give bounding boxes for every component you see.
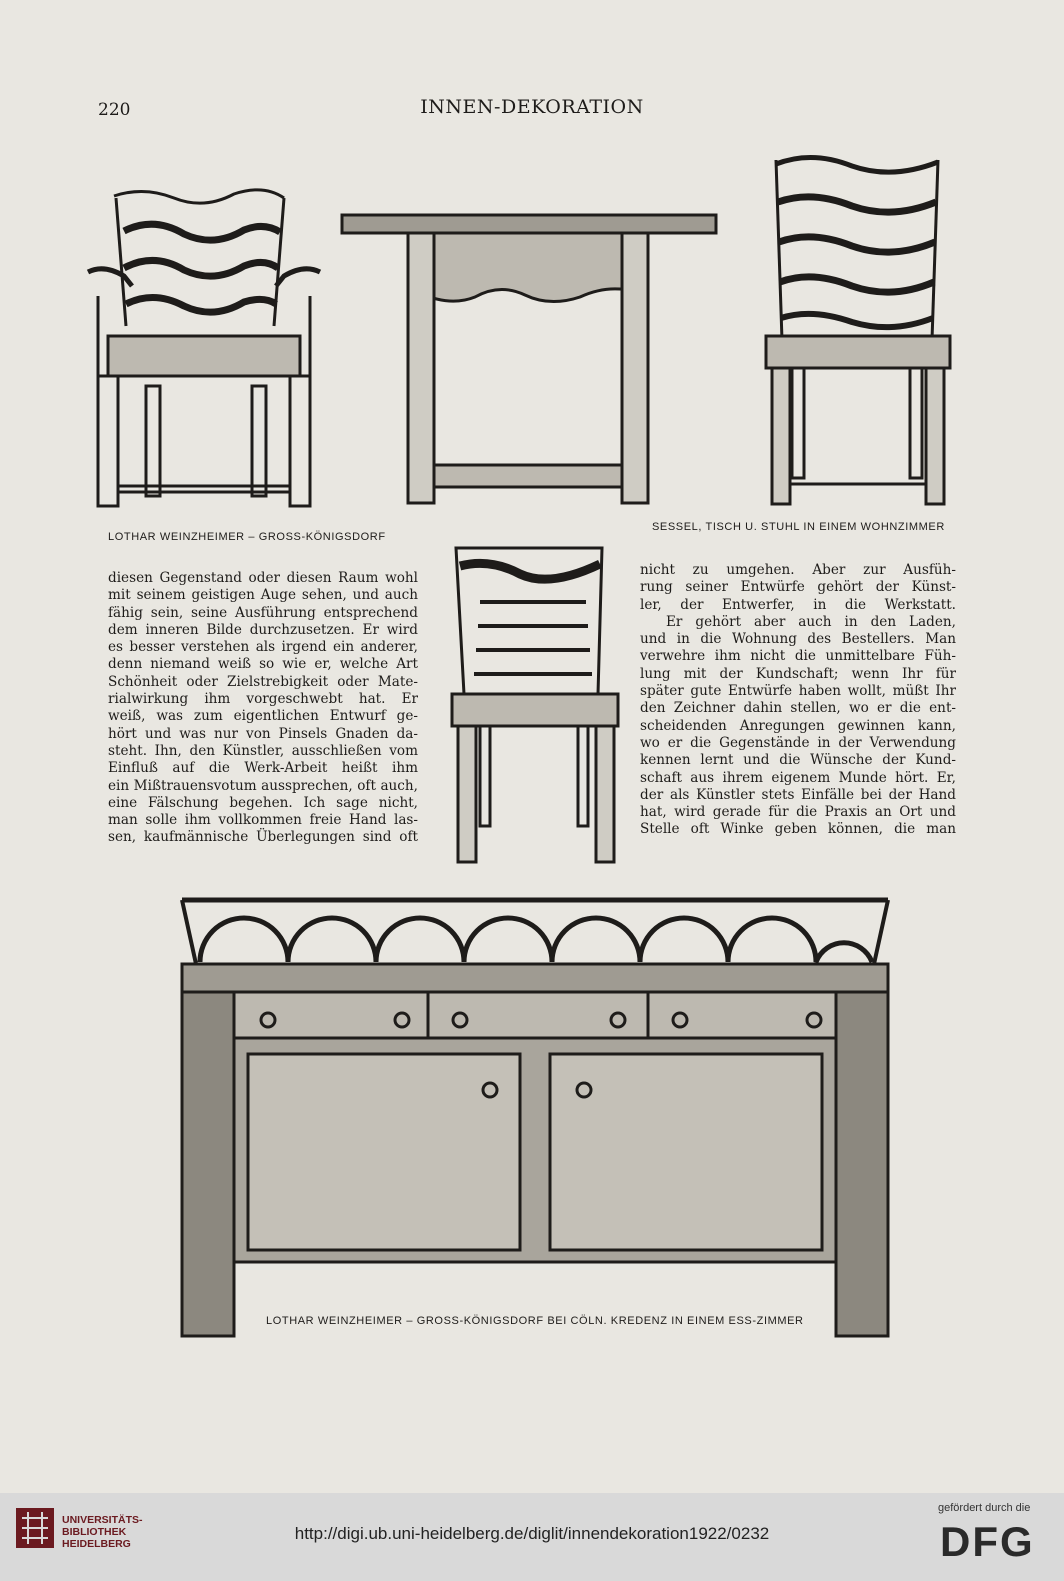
text-line: rialwirkung ihm vorgeschwebt hat. Er <box>108 691 418 708</box>
table-illustration <box>340 213 720 513</box>
page-number: 220 <box>98 100 131 120</box>
funded-by-label: gefördert durch die <box>938 1502 1031 1514</box>
text-line: Einfluß auf die Werk-Arbeit heißt ihm <box>108 760 418 777</box>
text-line: diesen Gegenstand oder diesen Raum wohl <box>108 570 418 586</box>
text-line: mit seinem geistigen Auge sehen, und auch <box>108 587 418 604</box>
text-line: Stelle oft Winke geben können, die man <box>640 821 956 838</box>
caption-top-right: SESSEL, TISCH U. STUHL IN EINEM WOHNZIMMER <box>652 521 945 533</box>
text-line: eine Fälschung begehen. Ich sage nicht, <box>108 794 418 811</box>
text-line: denn niemand weiß so wie er, welche Art <box>108 656 418 673</box>
text-line: man solle ihm vollkommen freie Hand las- <box>108 812 418 829</box>
text-line: Schönheit oder Zielstrebigkeit oder Mate- <box>108 673 418 690</box>
side-chair-illustration <box>762 150 954 510</box>
text-line: und in die Wohnung des Bestellers. Man <box>640 631 956 648</box>
armchair-illustration <box>84 186 324 516</box>
running-title: INNEN-DEKORATION <box>420 96 644 118</box>
text-line: rung seiner Entwürfe gehört der Künst- <box>640 579 956 596</box>
text-line: scheidenden Anregungen gewinnen kann, <box>640 717 956 734</box>
body-text-left <box>108 570 418 847</box>
text-line: fähig sein, seine Ausführung entsprechend <box>108 604 418 621</box>
text-line: kennen lernt und die Wünsche der Kund- <box>640 752 956 769</box>
text-line: ein Mißtrauensvotum aussprechen, oft auch, <box>108 777 418 794</box>
caption-bottom: LOTHAR WEINZHEIMER – GROSS-KÖNIGSDORF BEI CÖLN. KREDENZ IN EINEM ESS-ZIMMER <box>266 1315 804 1327</box>
text-line: lung mit der Kundschaft; wenn Ihr für <box>640 665 956 682</box>
text-line: wo er die Gegenstände in der Verwendung <box>640 734 956 751</box>
institution-line-3: HEIDELBERG <box>62 1538 131 1550</box>
text-line: steht. Ihn, den Künstler, ausschließen vom <box>108 742 418 759</box>
text-line: ler, der Entwerfer, in die Werkstatt. <box>640 596 956 613</box>
sideboard-illustration <box>178 892 892 1340</box>
text-line: den Zeichner dahin stellen, wo er die ent- <box>640 700 956 717</box>
institution-line-1: UNIVERSITÄTS- <box>62 1514 143 1526</box>
text-line: der als Künstler stets Einfälle bei der Hand <box>640 786 956 803</box>
text-line: später gute Entwürfe haben wollt, müßt Ihr <box>640 683 956 700</box>
text-line: dem inneren Bilde durchzusetzen. Er wird <box>108 621 418 638</box>
text-line: Er gehört aber auch in den Laden, <box>666 613 956 630</box>
text-line: hat, wird gerade für die Praxis an Ort und <box>640 804 956 821</box>
text-line: nicht zu umgehen. Aber zur Ausfüh- <box>640 562 956 578</box>
institution-line-2: BIBLIOTHEK <box>62 1526 127 1538</box>
text-line: es besser verstehen als irgend ein anderer, <box>108 639 418 656</box>
text-line: weiß, was zum eigentlichen Entwurf ge- <box>108 708 418 725</box>
caption-top-left: LOTHAR WEINZHEIMER – GROSS-KÖNIGSDORF <box>108 531 386 543</box>
text-line: hört und was nur von Pinsels Gnaden da- <box>108 725 418 742</box>
text-line: sen, kaufmännische Überlegungen sind oft <box>108 829 418 846</box>
body-text-right <box>640 562 956 839</box>
small-chair-illustration <box>450 544 620 866</box>
dfg-logo: DFG <box>940 1518 1035 1565</box>
text-line: schaft aus ihrem eigenem Munde hört. Er, <box>640 769 956 786</box>
text-line: verwehre ihm nicht die unmittelbare Füh- <box>640 648 956 665</box>
source-url-link[interactable]: http://digi.ub.uni-heidelberg.de/diglit/innendekoration1922/0232 <box>294 1524 770 1543</box>
